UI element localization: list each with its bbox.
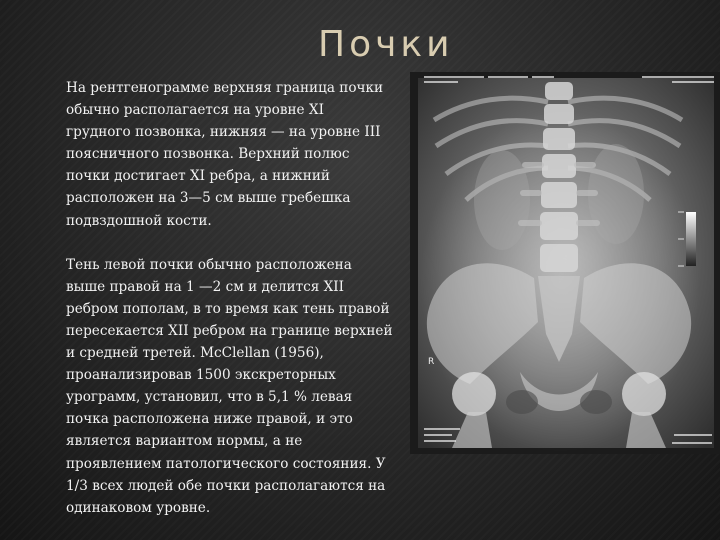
text-line: почка расположена ниже правой, и это	[66, 411, 353, 428]
side-marker: R	[428, 357, 435, 367]
body-text	[66, 77, 416, 519]
text-line: выше правой на 1 —2 см и делится XII	[66, 278, 345, 295]
text-line: является вариантом нормы, а не	[66, 433, 303, 450]
kidney-xray-image	[410, 72, 720, 454]
text-line: грудного позвонка, нижняя — на уровне III	[66, 124, 381, 141]
text-line: расположен на 3—5 см выше гребешка	[66, 190, 351, 207]
text-line: обычно располагается на уровне XI	[66, 102, 324, 119]
calibration-scale	[686, 212, 696, 266]
text-line: подвздошной кости.	[66, 212, 212, 229]
text-line: пересекается XII ребром на границе верхней	[66, 322, 393, 339]
paragraph-gap	[66, 232, 416, 254]
text-line: одинаковом уровне.	[66, 499, 211, 516]
right-kidney-shadow	[474, 150, 530, 250]
text-line: проявлением патологического состояния. У	[66, 455, 386, 472]
text-line: и средней третей. McClellan (1956),	[66, 345, 324, 362]
slide-title: Почки	[318, 24, 454, 65]
xray-graphic	[410, 72, 720, 454]
text-line: ребром пополам, в то время как тень правой	[66, 300, 390, 317]
text-line: поясничного позвонка. Верхний полюс	[66, 146, 350, 163]
text-line: Тень левой почки обычно расположена	[66, 256, 352, 273]
text-line: проанализировав 1500 экскреторных	[66, 367, 336, 384]
text-line: На рентгенограмме верхняя граница почки	[66, 80, 384, 96]
text-line: почки достигает XI ребра, а нижний	[66, 168, 330, 185]
text-line: 1/3 всех людей обе почки располагаются на	[66, 477, 386, 494]
text-line: урограмм, установил, что в 5,1 % левая	[66, 389, 353, 406]
